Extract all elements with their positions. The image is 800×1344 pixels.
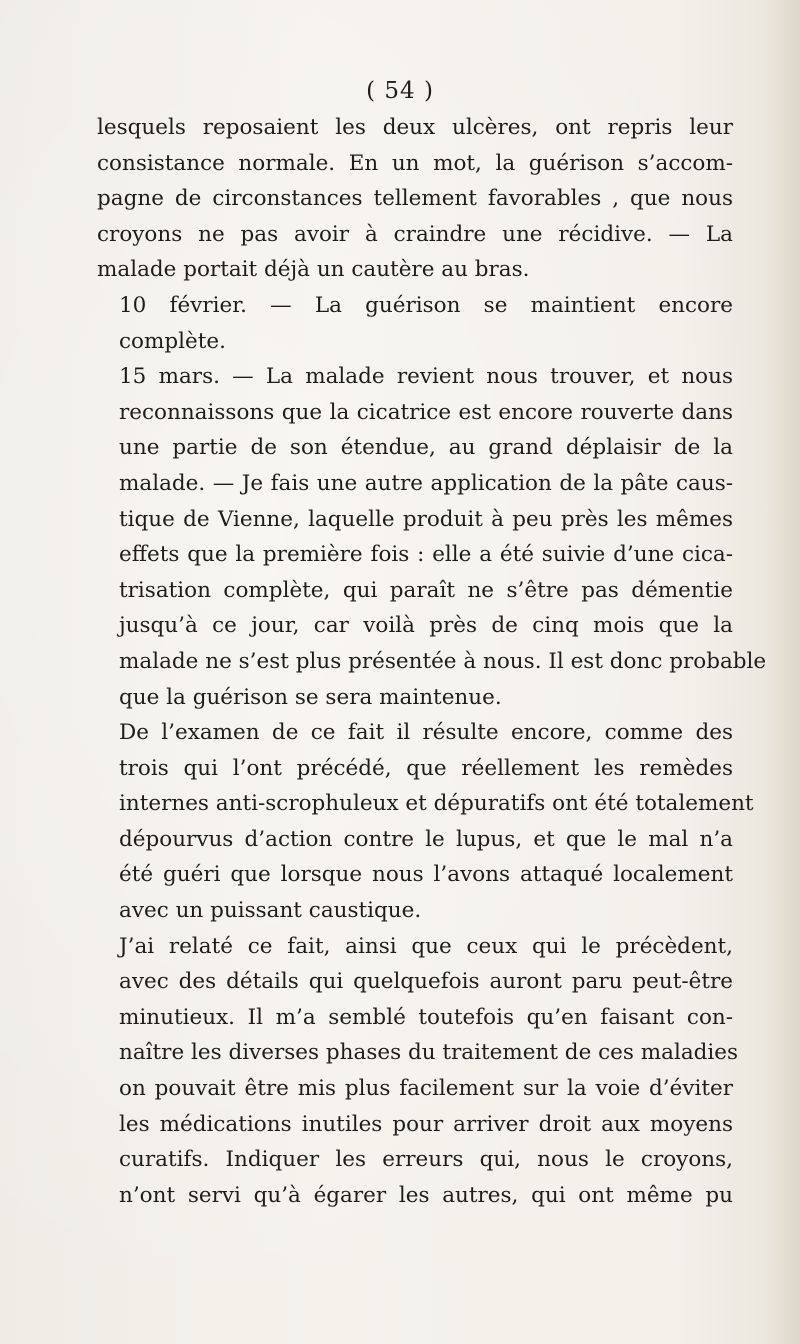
text-line: que la guérison se sera maintenue. xyxy=(119,684,502,710)
text-line: trisation complète, qui paraît ne s’être pas démentie xyxy=(119,577,733,603)
text-line: trois qui l’ont précédé, que réellement les remèdes xyxy=(119,755,733,781)
text-line: curatifs. Indiquer les erreurs qui, nous le croyons, xyxy=(119,1147,733,1173)
text-line: dépourvus d’action contre le lupus, et que le mal n’a xyxy=(119,826,733,852)
paragraph xyxy=(97,359,767,715)
text-line: jusqu’à ce jour, car voilà près de cinq mois que la xyxy=(119,613,733,639)
text-line: croyons ne pas avoir à craindre une récidive. — La xyxy=(97,221,733,247)
text-line: minutieux. Il m’a semblé toutefois qu’en faisant con- xyxy=(119,1004,733,1030)
paragraph xyxy=(97,110,733,288)
text-line: avec des détails qui quelquefois auront paru peut-être xyxy=(119,969,733,995)
text-line: De l’examen de ce fait il résulte encore, comme des xyxy=(119,720,733,746)
text-line: avec un puissant caustique. xyxy=(119,898,422,924)
body-text xyxy=(97,110,767,1213)
page-edge-shadow xyxy=(766,0,800,1344)
text-line: malade ne s’est plus présentée à nous. Il est donc probable xyxy=(119,648,767,674)
text-line: 15 mars. — La malade revient nous trouver, et nous xyxy=(119,364,733,390)
text-line: été guéri que lorsque nous l’avons attaqué localement xyxy=(119,862,733,888)
page-number: ( 54 ) xyxy=(366,78,434,104)
text-line: n’ont servi qu’à égarer les autres, qui ont même pu xyxy=(119,1182,733,1208)
text-line: 10 février. — La guérison se maintient encore xyxy=(119,292,733,318)
text-line: J’ai relaté ce fait, ainsi que ceux qui le précèdent, xyxy=(119,933,733,959)
text-line: reconnaissons que la cicatrice est encore rouverte dans xyxy=(119,399,733,425)
text-line: une partie de son étendue, au grand déplaisir de la xyxy=(119,435,733,461)
paragraph xyxy=(97,715,754,929)
text-line: on pouvait être mis plus facilement sur la voie d’éviter xyxy=(119,1076,733,1102)
text-line: malade. — Je fais une autre application de la pâte caus- xyxy=(119,470,733,496)
text-line: tique de Vienne, laquelle produit à peu près les mêmes xyxy=(119,506,733,532)
paragraph xyxy=(97,929,739,1214)
text-line: complète. xyxy=(119,328,226,354)
paragraph xyxy=(97,288,733,359)
text-line: malade portait déjà un cautère au bras. xyxy=(97,257,530,283)
text-line: lesquels reposaient les deux ulcères, ont repris leur xyxy=(97,115,733,140)
text-line: effets que la première fois : elle a été suivie d’une cica- xyxy=(119,542,733,568)
text-line: les médications inutiles pour arriver droit aux moyens xyxy=(119,1111,733,1137)
text-line: internes anti-scrophuleux et dépuratifs ont été totalement xyxy=(119,791,754,817)
text-line: consistance normale. En un mot, la guérison s’accom- xyxy=(97,150,733,176)
text-line: naître les diverses phases du traitement de ces maladies xyxy=(119,1040,739,1066)
text-line: pagne de circonstances tellement favorables , que nous xyxy=(97,186,733,212)
